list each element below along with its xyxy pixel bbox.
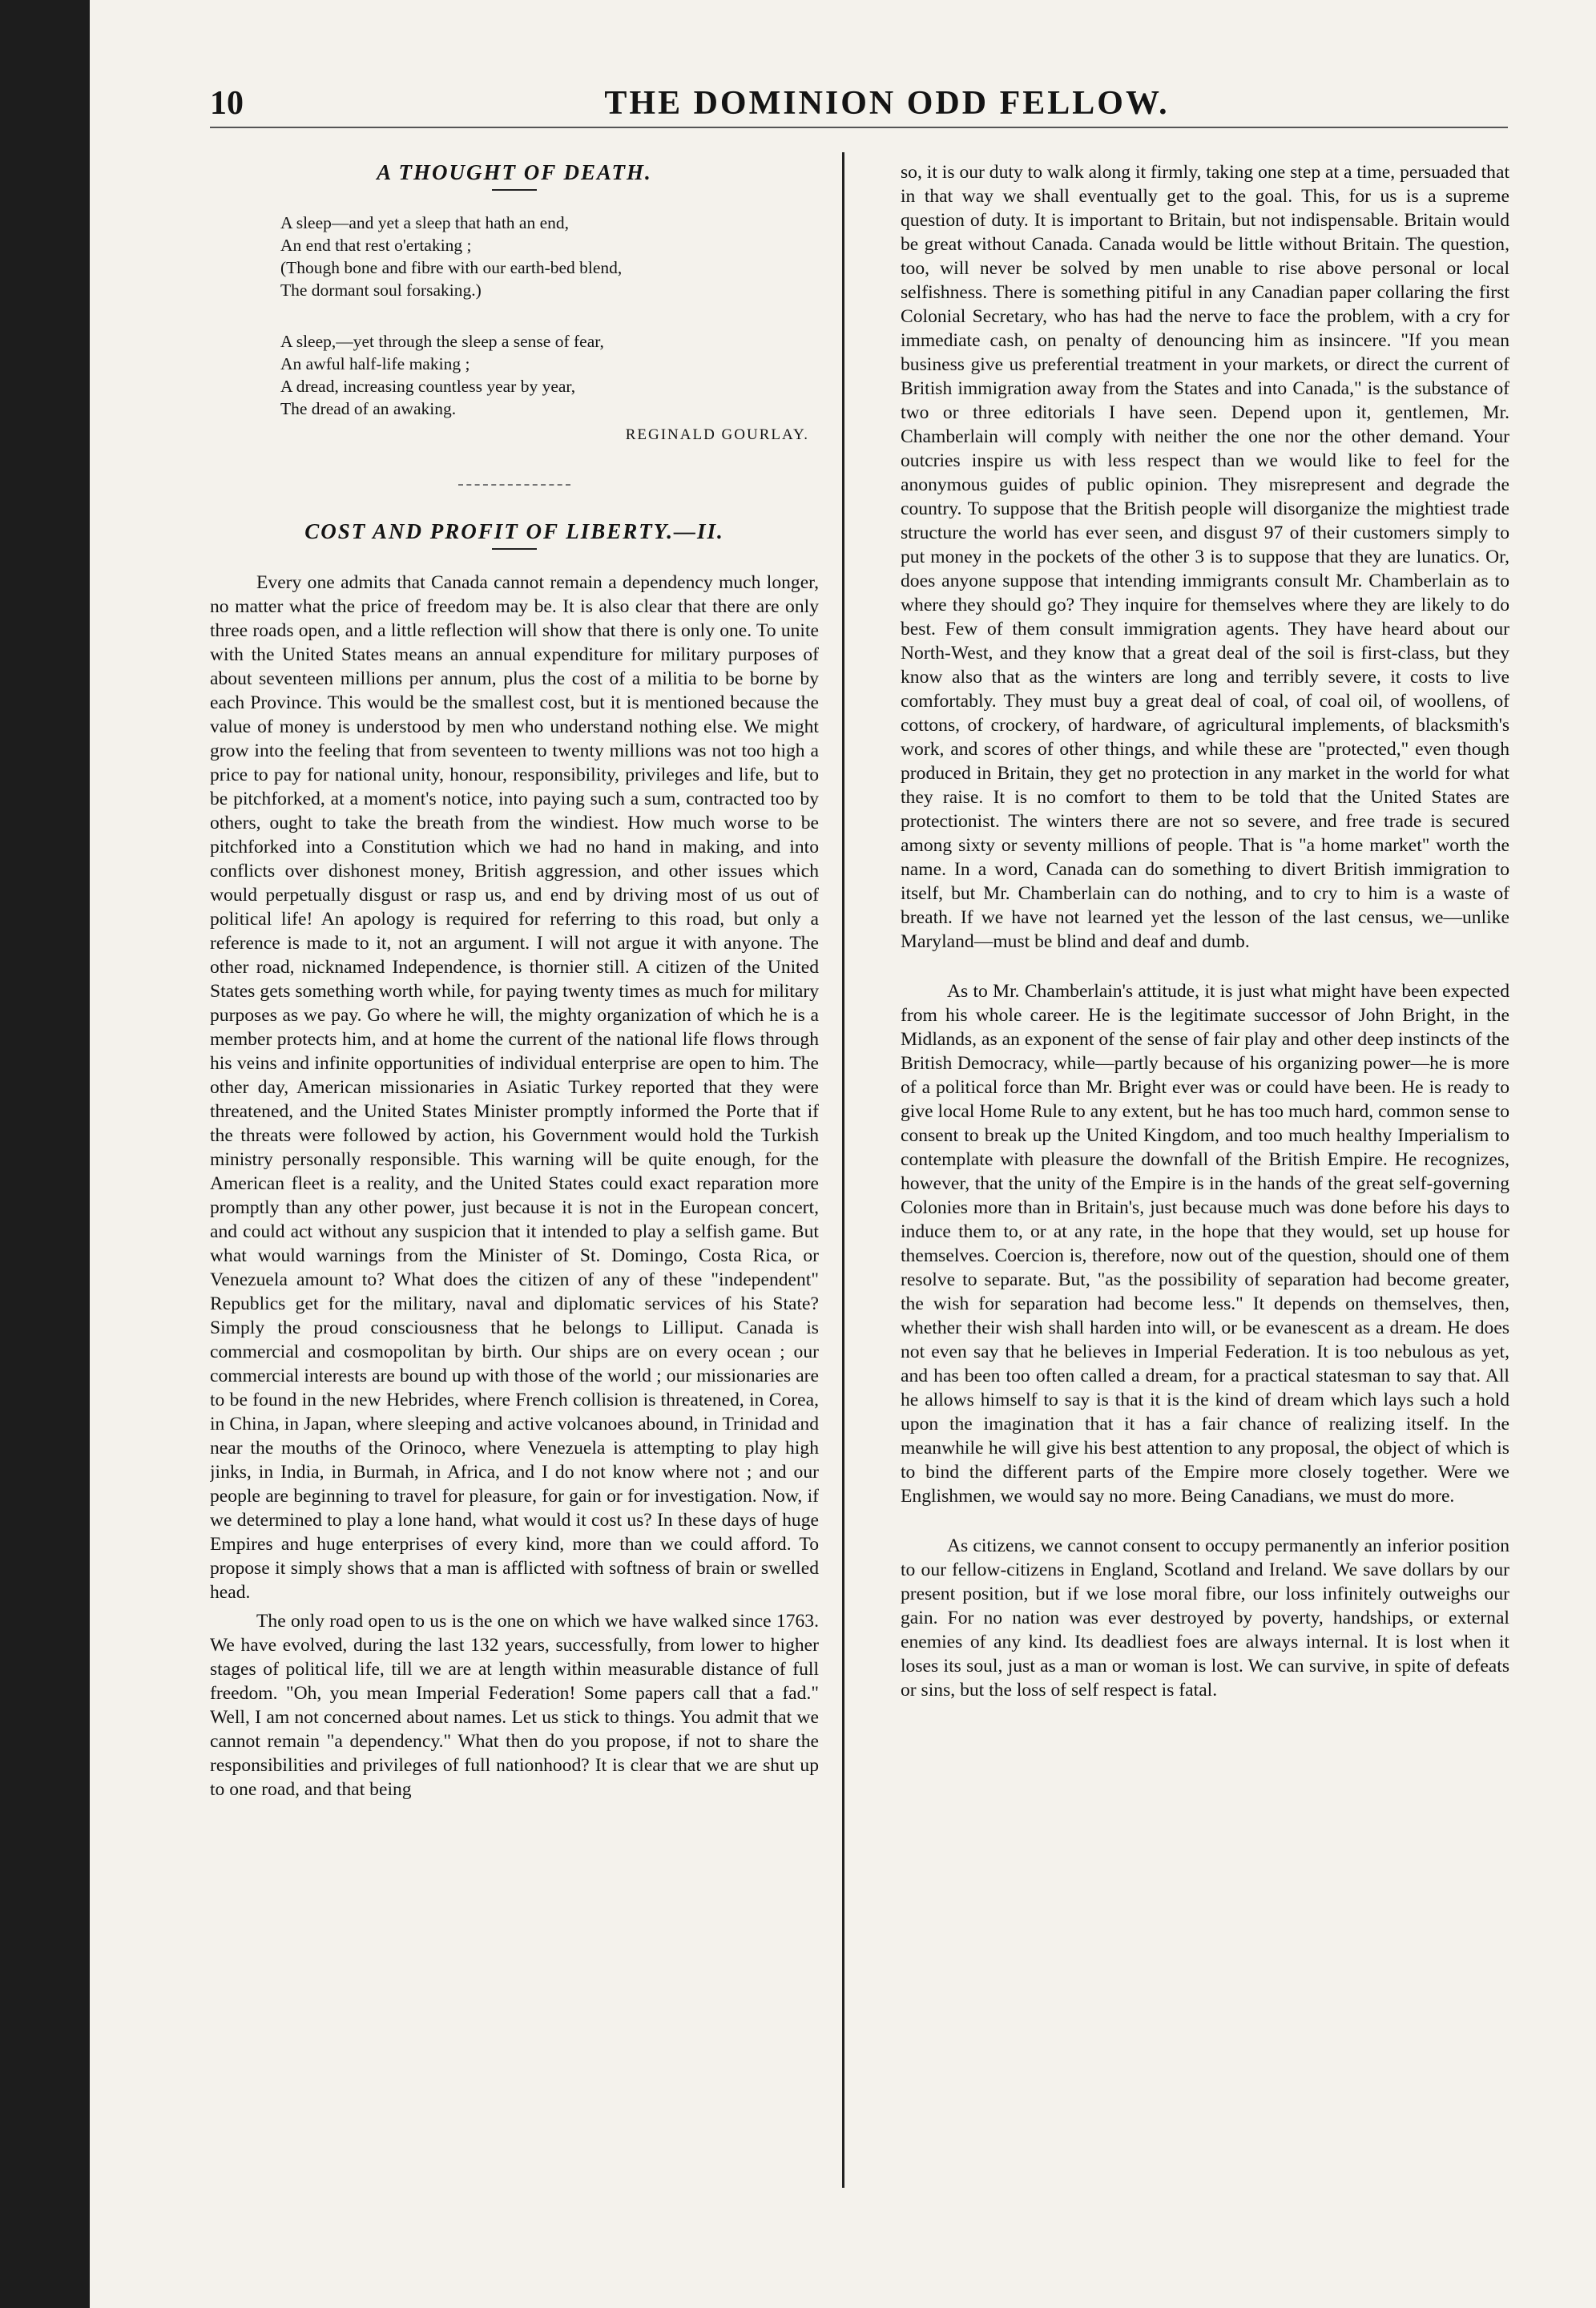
title-rule — [492, 189, 537, 191]
poem-line: A sleep—and yet a sleep that hath an end, — [280, 213, 570, 232]
poem-attribution: REGINALD GOURLAY. — [625, 426, 809, 443]
poem-line: The dread of an awaking. — [280, 399, 457, 418]
poem-stanza — [280, 330, 819, 420]
article-paragraph: so, it is our duty to walk along it firmly, taking one step at a time, persuaded that in that way we shall eventually get to the goal. This, for us is a supreme question of duty. It is important to Britain, but not indispensable. Britain would be great without Canada. Canada would be little without Britain. The question, too, will never be solved by men unable to rise above personal or local selfishness. There is something pitiful in any Canadian paper collaring the first Colonial Secretary, who has had the nerve to face the problem, with a cry for immediate cash, on penalty of denouncing him as insincere. "If you mean business give us preferential treatment in your markets, or direct the current of British immigration away from the States and into Canada," is the substance of two or three editorials I have seen. Depend upon it, gentlemen, Mr. Chamberlain will comply with neither the one nor the other demand. Your outcries inspire us with less respect than we would like to feel for the anonymous guides of public opinion. They misrepresent and degrade the country. To suppose that the British people will disorganize the mightiest trade structure the world has ever seen, and disgust 97 of their customers simply to put money in the pockets of the other 3 is to suppose that they are lunatics. Or, does anyone suppose that intending immigrants consult Mr. Chamberlain as to where they should go? They inquire for themselves where they are likely to do best. Few of them consult immigration agents. They have heard about our North-West, and they know that a great deal of the soil is first-class, but they know also that as the winters are long and terribly severe, it costs to live comfortably. They must buy a great deal of coal, of coal oil, of woollens, of cottons, of crockery, of hardware, of agricultural implements, of blacksmith's work, and scores of other things, and while these are "protected," even though produced in Britain, they get no protection in any market in the world for what they raise. It is no comfort to them to be told that the United States are protectionist. The winters there are not so severe, and free trade is secured among sixty or seventy millions of people. That is "a home market" worth the name. In a word, Canada can do something to divert British immigration to itself, but Mr. Chamberlain can do nothing, and to cry to him is a waste of breath. If we have not learned yet the lesson of the last census, we—unlike Maryland—must be blind and deaf and dumb. — [901, 162, 1509, 952]
section-divider — [458, 484, 570, 486]
poem-stanza — [280, 212, 819, 301]
right-column — [901, 160, 1509, 2188]
journal-title: THE DOMINION ODD FELLOW. — [604, 85, 1170, 122]
article-paragraph: The only road open to us is the one on which we have walked since 1763. We have evolved, during the last 132 years, successfully, from lower to higher stages of political life, till we are at length within measurable distance of full freedom. "Oh, you mean Imperial Federation! Some papers call that a fad." Well, I am not concerned about names. Let us stick to things. You admit that we cannot remain "a dependency." What then do you propose, if not to share the responsibilities and privileges of full nationhood? It is clear that we are shut up to one road, and that being — [210, 1611, 819, 1800]
poem-line: A dread, increasing countless year by year, — [280, 377, 576, 396]
title-rule — [492, 548, 537, 550]
poem — [280, 212, 819, 420]
newspaper-page — [90, 0, 1596, 2308]
article-paragraph: Every one admits that Canada cannot remain a dependency much longer, no matter what the price of freedom may be. It is also clear that there are only three roads open, and a little reflection will show that there is only one. To unite with the United States means an annual expenditure for military purposes of about seventeen millions per annum, plus the cost of a militia to be borne by each Province. This would be the smallest cost, but it is mentioned because the value of money is understood by men who understand nothing else. We might grow into the feeling that from seventeen to twenty millions was not too high a price to pay for national unity, honour, responsibility, privileges and life, but to be pitchforked, at a moment's notice, into paying such a sum, contracted too by others, ought to take the breath from the windiest. How much worse to be pitchforked into a Constitution which we had no hand in making, and into conflicts over dishonest money, British aggression, and other issues which would perpetually disgust or rasp us, and end by driving most of us out of political life! An apology is required for referring to this road, but only a reference is made to it, not an argument. I will not argue it with anyone. The other road, nicknamed Independence, is thornier still. A citizen of the United States gets something worth while, for paying twenty times as much for military purposes as we pay. Go where he will, the mighty organization of which he is a member protects him, and at home the current of the national life flows through his veins and infinite opportunities of individual enterprise are open to him. The other day, American missionaries in Asiatic Turkey reported that they were threatened, and the United States Minister promptly informed the Porte that if the threats were followed by action, his Government would hold the Turkish ministry personally responsible. This warning will be quite enough, for the American fleet is a reality, and the United States could exact reparation more promptly than any other power, just because it is not in the European concert, and could act without any suspicion that it intended to play a selfish game. But what would warnings from the Minister of St. Domingo, Costa Rica, or Venezuela amount to? What does the citizen of any of these "independent" Republics get for the military, naval and diplomatic services of his State? Simply the proud consciousness that he belongs to Lilliput. Canada is commercial and cosmopolitan by birth. Our ships are on every ocean ; our commercial interests are bound up with those of the world ; our missionaries are to be found in the new Hebrides, where French collision is threatened, in Corea, in China, in Japan, where sleeping and active volcanoes abound, in Trinidad and near the mouths of the Orinoco, where Venezuela is attempting to play high jinks, in India, in Burmah, in Africa, and I do not know where not ; and our people are beginning to travel for pleasure, for gain or for investigation. Now, if we determined to play a lone hand, what would it cost us? In these days of huge Empires and huge enterprises of every kind, more than we could afford. To propose it simply shows that a man is afflicted with softness of brain or swelled head. — [210, 572, 819, 1603]
article-title: COST AND PROFIT OF LIBERTY.—II. — [304, 519, 724, 543]
article-paragraph: As to Mr. Chamberlain's attitude, it is just what might have been expected from his whole career. He is the legitimate successor of John Bright, in the Midlands, as an exponent of the sense of fair play and other deep instincts of the British Democracy, while—partly because of his organizing power—he is more of a political force than Mr. Bright ever was or could have been. He is ready to give local Home Rule to any extent, but he has too much hard, common sense to consent to break up the United Kingdom, and too much healthy Imperialism to contemplate with pleasure the downfall of the British Empire. He recognizes, however, that the unity of the Empire is in the hands of the great self-governing Colonies more than in Britain's, just because much was done before his days to induce them to, or at any rate, in the hope that they would, set up house for themselves. Coercion is, therefore, now out of the question, should one of them resolve to separate. But, "as the possibility of separation had become greater, the wish for separation had become less." It depends on themselves, then, whether their wish shall harden into will, or be evanescent as a dream. He does not even say that he believes in Imperial Federation. It is too nebulous as yet, and has been too often called a dream, for a practical statesman to say that. All he allows himself to say is that it is the kind of dream which lays such a hold upon the imagination that it has a fair chance of realizing itself. In the meanwhile he will give his best attention to any proposal, the object of which is to bind the different parts of the Empire more closely together. Were we Englishmen, we would say no more. Being Canadians, we must do more. — [901, 981, 1509, 1507]
left-column — [210, 160, 819, 2188]
column-divider — [842, 152, 844, 2188]
poem-line: An awful half-life making ; — [280, 354, 470, 373]
article-paragraph: As citizens, we cannot consent to occupy permanently an inferior position to our fellow-citizens in England, Scotland and Ireland. We save dollars by our present position, but if we lose moral fibre, our loss infinitely outweighs our gain. For no nation was ever destroyed by poverty, handships, or external enemies of any kind. Its deadliest foes are always internal. It is lost when it loses its soul, just as a man or woman is lost. We can survive, in spite of defeats or sins, but the loss of self respect is fatal. — [901, 1535, 1509, 1701]
poem-line: The dormant soul forsaking.) — [280, 280, 482, 300]
page-number: 10 — [210, 85, 244, 122]
poem-title: A THOUGHT OF DEATH. — [377, 160, 652, 184]
poem-line: An end that rest o'ertaking ; — [280, 236, 472, 255]
poem-line: (Though bone and fibre with our earth-bed blend, — [280, 258, 623, 277]
poem-line: A sleep,—yet through the sleep a sense of fear, — [280, 332, 604, 351]
page-header — [210, 80, 1508, 128]
